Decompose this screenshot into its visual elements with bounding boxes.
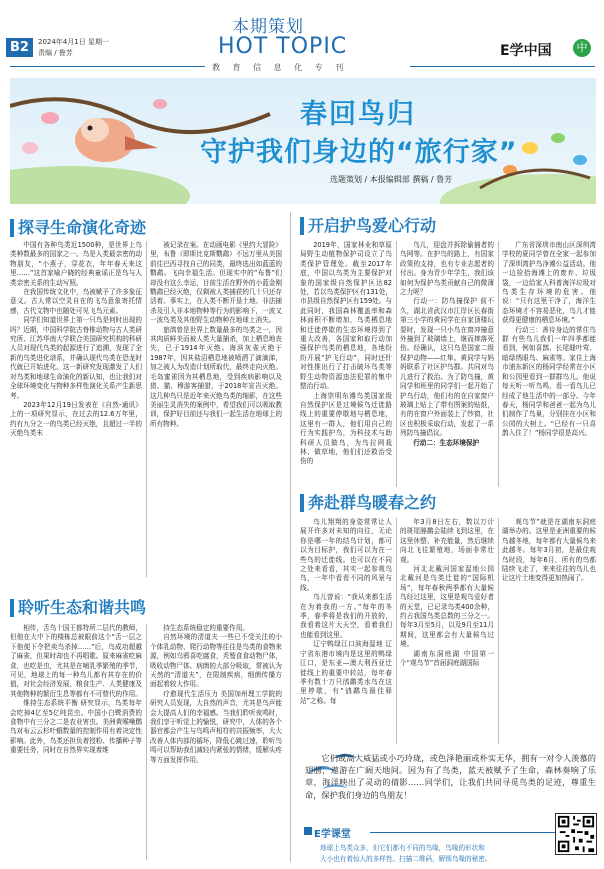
subheading: 行动二：生态环境保护 xyxy=(413,438,480,447)
article-column xyxy=(400,518,494,744)
paragraph: 中国有各种鸟类近1500种，是世界上鸟类种数最多的国家之一。鸟是人类最亲密的动物朋友，“小燕子，穿花衣，年年春天来这里……”这首家喻户晓的经典童谣正是鸟与人类亲密关系的生动写照。 xyxy=(10,241,142,287)
divider xyxy=(498,518,499,744)
paragraph: 同学们知道世界上第一只鸟是何时出现的吗？近期，中国科学院古脊椎动物与古人类研究所、江苏华南大学联合美国研究机构的科研人员对现代鸟类的起源进行了追溯，发现了全新的鸟类进化谱系，并确认现代鸟类在恐龙时代就已开始进化。这一新研究发现激发了人们对鸟类和地球生命演化的新认知，也让我们对全球环境变化与物种多样性演化关系产生新思考。 xyxy=(10,316,142,400)
bird-icon xyxy=(551,133,565,143)
column-title-en: HOT TOPIC xyxy=(218,34,348,59)
paragraph: 自然环境的清道夫 一些已不受关注的小个体乳动物、爬行动物等往往是鸟类的食物来源，例如乌鸦喜吃腐食，秃鹫食食动物尸体，吸收动物尸体、病菌的大部分吸取，常被认为天然的“清道夫”，在限制疾病，细菌传播方面起着较大作用。 xyxy=(150,633,282,689)
e-class-line: 大小也有着惊人的多样性。扫描二维码，解锁鸟喙的秘密。 xyxy=(320,855,492,863)
paragraph: 行动一：防鸟撞保护 前不久，湖北省武汉市江岸区长春街第三小学的黄同学在自家顶楼玩耍时，发现一只小鸟在窗冲撞意外撞到了玻璃墙上，继而摔落死伤。经确认，这只鸟是国家二级保护动物——红隼。黄同学与妈妈联系了社区护鸟群。共同对鸟儿进行了救治。为了防鸟撞，黄同学和班里的同学们一起开始了护鸟行动，他们有的在自家窗户玻璃上贴上了带有图案的贴纸，有的在窗户外面装上了纱窗，社区也积极采取行动，发起了一系列防鸟撞倡议。 xyxy=(400,297,494,438)
paragraph: 年3月8日左右，数以万计的斑尾塍鹬会陆续飞到这里，在这里休整、补充能量，然后继续向北飞往繁殖地，场面非常壮观。 xyxy=(400,518,494,564)
issue-date: 2024年4月1日 星期一 xyxy=(38,38,109,46)
divider xyxy=(396,241,397,487)
column-title-cn: 本期策划 xyxy=(232,17,304,37)
section-title-evolution: 探寻生命演化奇迹 xyxy=(10,219,146,237)
divider xyxy=(498,241,499,487)
brand-name: E学中国 xyxy=(500,43,552,59)
article-column xyxy=(502,241,596,487)
e-class-bar xyxy=(304,823,596,841)
article-column xyxy=(150,624,282,860)
section-title-action: 开启护鸟爱心行动 xyxy=(300,217,436,235)
paragraph: 疗愈现代生活压力 美国加州理工学院的研究人员发现，大自然的声音，尤其是鸟声能会大提高人们的幸福感。当我们聆听夜鸣时，我们享于听觉上的愉悦，研究中，人体的各个器官都会产生与鸟鸣声相符的共振频率，大大改善人体内部的循环，降低心跳过速，聆听鸟鸣可以帮助我们减轻内紧张的情绪，缓解头疼等方面发挥作用。 xyxy=(150,689,282,764)
qr-code-icon[interactable] xyxy=(555,813,597,855)
brand-logo-icon: 中 xyxy=(573,39,591,57)
section-title-spring: 奔赴群鸟暖春之约 xyxy=(300,494,436,512)
paragraph: 鸟儿，迎盘并拆除偷捕者的鸟网等。在护鸟的路上，有国家政策的支持，也有专业志愿者的付出。身为青少年学生，我们该如何为保护鸟类贡献自己的微薄之力呢？ xyxy=(400,241,494,297)
paragraph: 持生态系统稳定的重要作用。 xyxy=(163,624,249,632)
paragraph: 2023年12月19日发表在《自然-通讯》上的一项研究显示，在过去的12.6万年里，约有九分之一的鸟类已经灭绝，且超过一半的灭绝鸟类未 xyxy=(10,400,142,438)
paragraph: 2019年，国家林业和草原局野生动植物保护司设立了鸟类保护管理处。截至2017年底，中国以鸟类为主要保护对象的国家级自然保护区达82处，若以鸟类保护区有131处，市县级自然保护区有159处。与此同时，我国森林覆盖率和森林面积不断增加，鸟类栖息地和迁徙停歇的生态环境得到了重大改善，各国家和取行动加强保护鸟类的栖息地，各地纷纷开展“护飞行动”，同时还针对性推出行了打击破坏鸟类等野生动物资源违法犯罪的集中整治行动。 xyxy=(300,241,392,391)
article-column xyxy=(400,241,494,487)
e-class-title: E学课堂 xyxy=(314,829,351,840)
article-column xyxy=(300,518,392,744)
byline: 选题策划 / 本报编辑部 撰稿 / 鲁芳 xyxy=(330,175,453,184)
paragraph: 上海崇明东滩鸟类国家级自然保护区是过境候鸟迁徙路线上的重要停歇地与栖息地，这里有一群人，他们用自己的行为实践护鸟，为科技术与助科研人员做鸟，为鸟拉网栽林、做草地，他们们还救治受伤的 xyxy=(300,391,392,466)
masthead xyxy=(0,0,604,72)
editor-credit: 责编 / 鲁芳 xyxy=(38,49,73,57)
banner-title-line2: 守护我们身边的“旅行家” xyxy=(200,137,518,168)
paragraph: 在我国传统文化中，鸟被赋予了许多象征意义。古人常以空灵自在的飞鸟意象寄托情感，古代文物中也随处可见飞鸟元素。 xyxy=(10,288,142,315)
paragraph: 河北北戴河国家湿地公园 北戴河是鸟类迁徙的“国际机场”，每年春秋两季都有大量候鸟经过这里，这里是观鸟爱好者的天堂，已记录鸟类400余种，约占我国鸟类总数的三分之一。每年3月至5月，以及9月至11月期间，这里都会有大量候鸟过境。 xyxy=(400,565,494,649)
divider xyxy=(146,624,147,860)
paragraph: 相传，舌鸟十国王都特所二层代的教师，但他在大中下的楼栋总被眼前这个“舌一层之下他便下令把卖鸟杀掉……”后，鸟成功超越了麻雀，但果时却也不再唱歌。原来麻雀吃麻食，也吃是虫，尤其是在哺乳季繁殖的季节，可见，地球上的每一种鸟儿都有其存在的价值，对社会经济发展、粮食生产、人类健康及其他物种的繁衍生息等都有不可替代的作用。 xyxy=(10,624,142,698)
divider xyxy=(10,66,205,67)
divider xyxy=(290,212,291,862)
page-number: B2 xyxy=(6,38,33,57)
e-class-text xyxy=(320,843,550,865)
bird-icon xyxy=(522,142,538,154)
square-icon xyxy=(304,827,312,835)
tagline: 教 育 信 息 化 专 刊 xyxy=(212,63,349,72)
article-column xyxy=(150,241,282,577)
paragraph: 观鸟节”就是在湖南东洞庭湖举办的。这里是亚洲重要的候鸟越冬地，每年都有大量候鸟来此越冬。每年3月初，是最佳观鸟时段，每年6月，所有的鸟都陆续飞走了，来来往往的鸟儿也让这片土地变得更加热闹了。 xyxy=(502,518,596,583)
article-column xyxy=(10,241,142,577)
divider xyxy=(396,518,397,744)
paragraph: 广东省深圳市南山区深圳湾学校的夏同学曾在全家一起参加了深圳湾护鸟净滩公益活动。他一边捡拾海滩上的废弃、垃圾袋，一边给家人科普海洋垃圾对鸟类生存环境的危害。他说：“只有这里干净了，海洋生态环境才不容易恶化，鸟儿才能获得更健康的栖息环境。” xyxy=(502,241,596,325)
bird-icon xyxy=(573,155,587,165)
paragraph: 旅鸽曾是世界上数量最多的鸟类之一，因其肉质鲜美而被人类大量捕杀，加上栖息地丧失，已于1914年灭绝。海滨灰雀灭绝于1987年，因其盐沼栖息地被喷洒了滴滴涕，加之被人为改造计划所取代，最终走向灭绝。毛岛蜜雀因为其栖息地，受到疾病影响以及猎、猫、穆游客捕猎，于2018年宣告灭绝。这几种鸟只是近年来灭绝鸟类的缩影，在这些美丽生灵消失的案例中，希望我们可以吸取教训，保护好目前还与我们一起生活在地球上的所有物种。 xyxy=(150,325,282,428)
paragraph: 鸟儿曾说：“我从来都生活在为着我的一方。”每年的冬季，春季将是我们的开放的，我看着这片大天空，看着我们也能看到这里。 xyxy=(300,593,392,639)
divider xyxy=(410,66,595,67)
closing-notice: 它们或高大威猛或小巧玲珑，或色泽艳丽或朴实无华，拥有一对令人羡慕的翅膀，遨游在广阔天地间。因为有了鸟类，蓝天被赋予了生命，森林奏响了乐章，海洋映出了灵动的倩影……同学们，让我们共同寻觅鸟类的足迹，尊重生命，保护我们身边的鸟朋友！ xyxy=(305,753,596,800)
banner xyxy=(10,78,596,204)
e-class-line: 地球上鸟类众多，但它们都有不同的鸟喙，鸟喙的形状和 xyxy=(320,844,485,852)
article-column xyxy=(300,241,392,487)
paragraph: 被记录在案。在动画电影《里约大冒险》里，布鲁（即斯比克斯鹦鹉）不远万里从美国前往巴西寻找自己的同类，最终选出如蓝蓝的鹦鹉。飞向幸福生活。但现实中的“布鲁”们却没有这么幸运，目前生活在野外的小蓝金刚鹦鹉已经灭绝，仅剩被人类捕获的几十只还存活着。事实上，在人类不断开垦土地、非法捕杀及引入非本地物种等行为的影响下，一波又一波鸟类及其他野生动物种在地球上消失。 xyxy=(150,241,282,325)
divider xyxy=(146,241,147,577)
paragraph: 行动三：善待身边的常住鸟群 有些鸟儿我们一年四季都能看到，例如喜鹊、长尾缝叶莺、暗绿绣眼鸟、麻雀等。家住上海市浦东新区的杨同学经常在小区和公园里看到一群群鸟儿。他说每天听一听鸟鸣，看一看鸟儿已经成了他生活中的一部分。今年春天，杨同学和爸爸一起为鸟儿们制作了鸟巢，分别挂在小区和公园的大树上。“已经有一只喜鹊入住了！”杨同学很是高兴。 xyxy=(502,325,596,438)
paragraph: 湖南东洞庭湖 中国第一个“观鸟节”首届洞庭湖国际 xyxy=(400,649,494,668)
section-title-harmony: 聆听生态和谐共鸣 xyxy=(10,599,146,617)
article-column xyxy=(10,624,142,860)
paragraph: 维持生态系统平衡 研究显示，鸟类每年会吃掉4亿至5亿吨昆虫。中国小白鹭消费的食物中有三分之二是农业害虫。美洲黄喉噪鹛鸟对布云云杉叶蛾数量的控制作用有着决定性影响。此外，鸟类还担负着授粉、传播种子等重要任务，同时在自然界实现着维 xyxy=(10,699,142,755)
paragraph: 鸟儿翔翔的身姿常常让人展开许多对未知的向往，无论你是哪一年的结鸟计划，都可以为目标护，我们可以为在一些鸟的迁徙线。也可以在不同之处来看看，其实一起参观鸟鸟，一年中看看不同的风景与线。 xyxy=(300,518,392,592)
article-column xyxy=(502,518,596,744)
banner-title-line1: 春回鸟归 xyxy=(300,99,416,130)
paragraph: 辽宁鸭绿江口滨海湿地 辽宁省东港市境内是这里的鸭绿江口，是东亚—澳大利西亚迁徙线上的重要中转站，每年春季有数十万只鸻鹬类水鸟在这里停歇，有“鸻鹬鸟最佳驿站”之称。每 xyxy=(300,640,392,705)
